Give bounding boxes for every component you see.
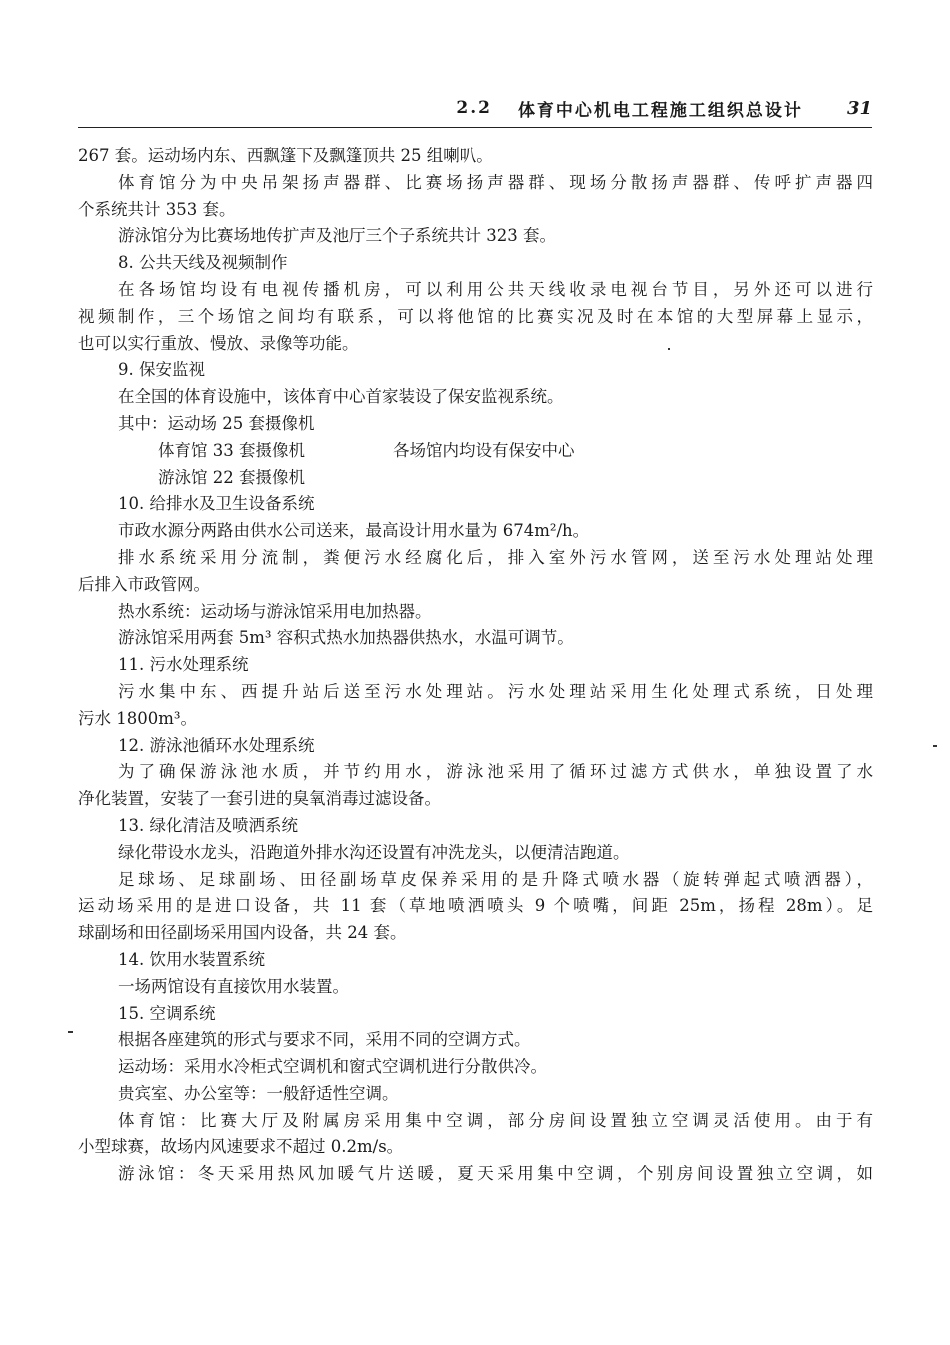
header-rule xyxy=(78,127,872,128)
text-line: 污水 1800m³。 xyxy=(78,708,197,728)
text-line: 游泳馆采用两套 5m³ 容积式热水加热器供热水，水温可调节。 xyxy=(118,628,574,648)
header-section-number: 2.2 xyxy=(456,98,492,118)
section-heading: 9. 保安监视 xyxy=(118,360,205,380)
header-chapter-title: 体育中心机电工程施工组织总设计 xyxy=(517,100,803,121)
text-line: 运动场：采用水冷柜式空调机和窗式空调机进行分散供冷。 xyxy=(118,1057,547,1077)
camera-row xyxy=(78,438,873,465)
scan-speck xyxy=(68,1031,73,1033)
text-line: 热水系统：运动场与游泳馆采用电加热器。 xyxy=(118,601,432,621)
text-line: 一场两馆设有直接饮用水装置。 xyxy=(118,976,349,996)
text-line: 个系统共计 353 套。 xyxy=(78,199,236,219)
section-heading: 10. 给排水及卫生设备系统 xyxy=(118,494,315,514)
text-line: 其中：运动场 25 套摄像机 xyxy=(118,413,315,433)
text-line: 体育馆分为中央吊架扬声器群、比赛场扬声器群、现场分散扬声器群、传呼扩声器四 xyxy=(118,172,873,192)
text-line: 各场馆内均设有保安中心 xyxy=(393,440,575,460)
text-line: 为了确保游泳池水质，并节约用水，游泳池采用了循环过滤方式供水，单独设置了水 xyxy=(118,762,873,782)
text-line: 后排入市政管网。 xyxy=(78,574,210,594)
text-line: 在全国的体育设施中，该体育中心首家装设了保安监视系统。 xyxy=(118,387,564,407)
section-heading: 11. 污水处理系统 xyxy=(118,655,249,675)
section-heading: 8. 公共天线及视频制作 xyxy=(118,253,288,273)
page-number: 31 xyxy=(846,97,872,119)
scan-speck xyxy=(933,745,937,747)
text-line: 游泳馆：冬天采用热风加暖气片送暖，夏天采用集中空调，个别房间设置独立空调，如 xyxy=(118,1164,873,1184)
page-body xyxy=(78,143,873,1188)
text-line: 贵宾室、办公室等：一般舒适性空调。 xyxy=(118,1083,399,1103)
text-line: 绿化带设水龙头，沿跑道外排水沟还设置有冲洗龙头，以便清洁跑道。 xyxy=(118,842,630,862)
section-heading: 14. 饮用水装置系统 xyxy=(118,949,265,969)
text-line: 污水集中东、西提升站后送至污水处理站。污水处理站采用生化处理式系统，日处理 xyxy=(118,681,873,701)
section-heading: 15. 空调系统 xyxy=(118,1003,216,1023)
text-line: 根据各座建筑的形式与要求不同，采用不同的空调方式。 xyxy=(118,1030,531,1050)
text-line: 视频制作，三个场馆之间均有联系，可以将他馆的比赛实况及时在本馆的大型屏幕上显示， xyxy=(78,306,873,326)
text-line: 运动场采用的是进口设备，共 11 套（草地喷洒喷头 9 个喷嘴，间距 25m，扬程 28m）。足 xyxy=(78,896,873,916)
section-heading: 12. 游泳池循环水处理系统 xyxy=(118,735,315,755)
text-line: 足球场、足球副场、田径副场草皮保养采用的是升降式喷水器（旋转弹起式喷洒器）， xyxy=(118,869,873,889)
text-line: 球副场和田径副场采用国内设备，共 24 套。 xyxy=(78,923,407,943)
text-line: 游泳馆 22 套摄像机 xyxy=(158,467,305,487)
text-line: 体育馆：比赛大厅及附属房采用集中空调，部分房间设置独立空调灵活使用。由于有 xyxy=(118,1110,873,1130)
text-line: 游泳馆分为比赛场地传扩声及池厅三个子系统共计 323 套。 xyxy=(118,226,556,246)
text-line: 排水系统采用分流制，粪便污水经腐化后，排入室外污水管网，送至污水处理站处理 xyxy=(118,547,873,567)
section-heading: 13. 绿化清洁及喷洒系统 xyxy=(118,815,298,835)
running-header xyxy=(80,92,872,124)
text-line: 小型球赛，故场内风速要求不超过 0.2m/s。 xyxy=(78,1137,404,1157)
text-line: 在各场馆均设有电视传播机房，可以利用公共天线收录电视台节目，另外还可以进行 xyxy=(118,279,873,299)
text-line: 净化装置，安装了一套引进的臭氧消毒过滤设备。 xyxy=(78,789,441,809)
text-line: 市政水源分两路由供水公司送来，最高设计用水量为 674m²/h。 xyxy=(118,521,590,541)
scan-speck xyxy=(668,348,670,350)
text-line: 267 套。运动场内东、西飘篷下及飘篷顶共 25 组喇叭。 xyxy=(78,146,493,165)
text-line: 体育馆 33 套摄像机 xyxy=(158,440,305,460)
text-line: 也可以实行重放、慢放、录像等功能。 xyxy=(78,333,359,353)
